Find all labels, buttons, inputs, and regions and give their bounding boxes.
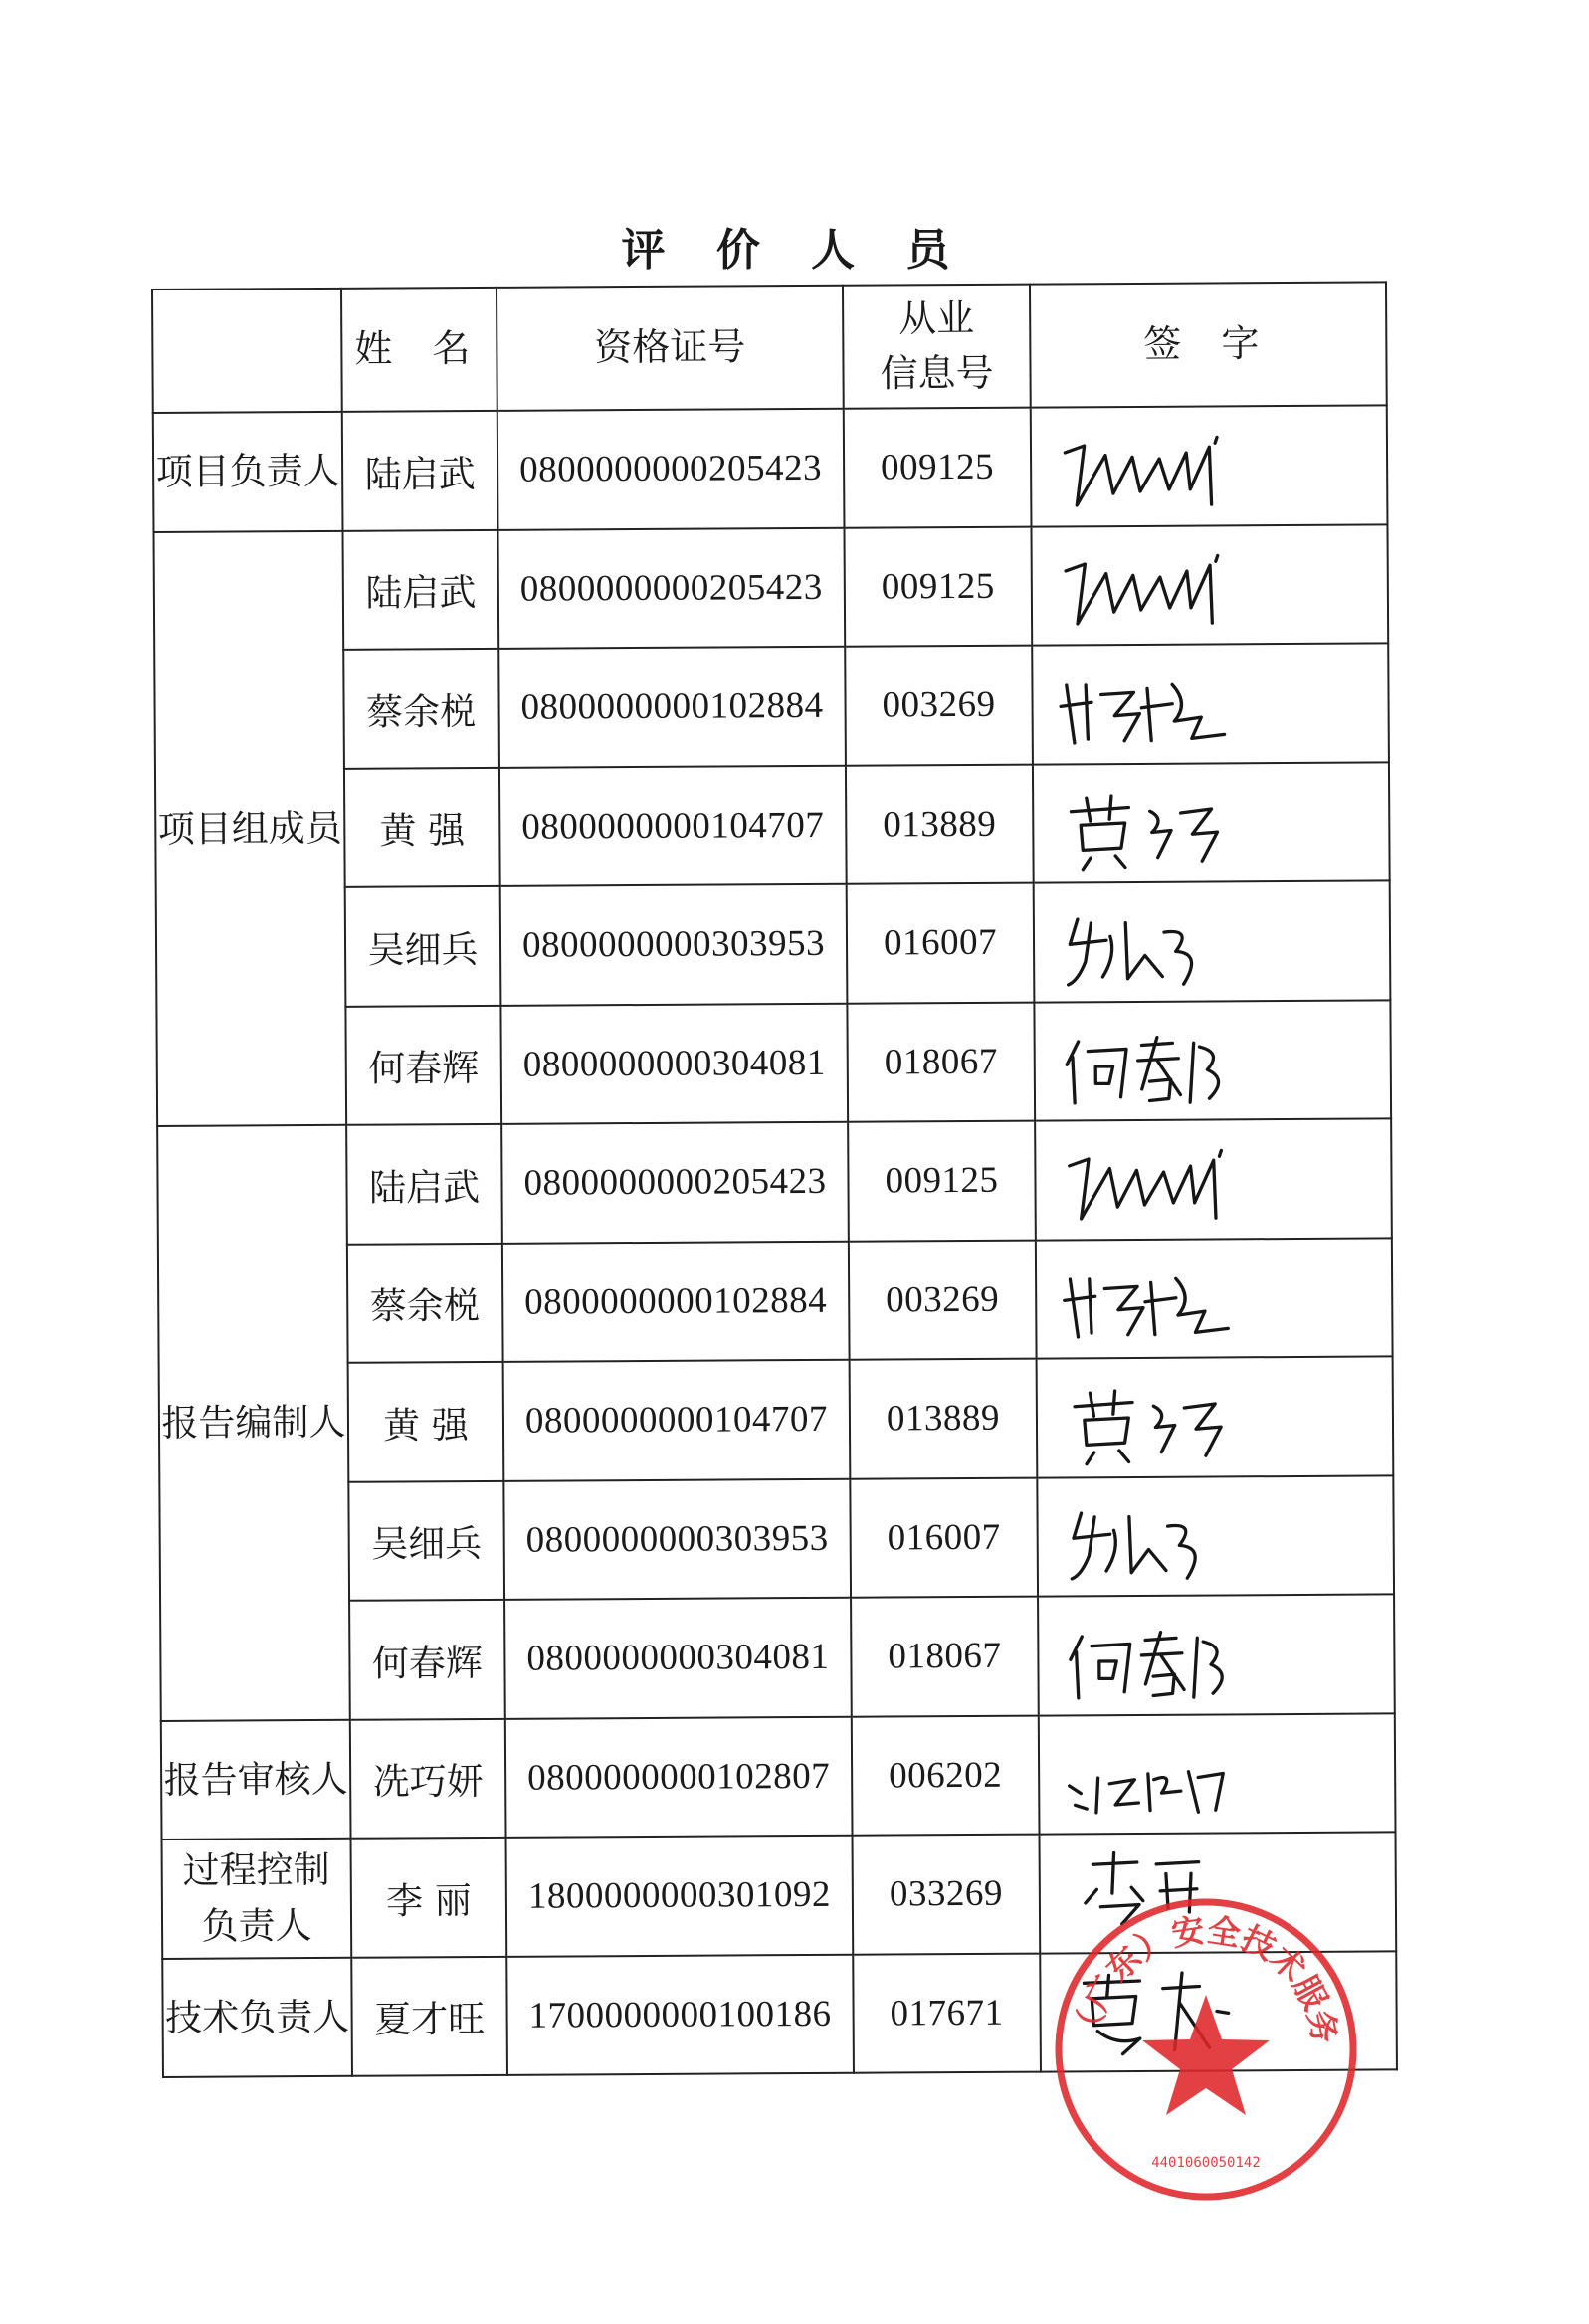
- staff-table: [151, 281, 1398, 2078]
- info-cell: 016007: [847, 883, 1035, 1004]
- signature-cell: [1031, 405, 1388, 526]
- header-sign: 签 字: [1030, 282, 1387, 407]
- signature-cell: [1033, 762, 1390, 883]
- name-cell: 蔡余棁: [343, 649, 499, 768]
- header-info-line2: 信息号: [880, 350, 994, 396]
- name-cell: 夏才旺: [351, 1956, 507, 2075]
- name-cell: 冼巧妍: [350, 1718, 506, 1838]
- cert-cell: 0800000000205423: [497, 409, 845, 530]
- staff-body: [153, 405, 1397, 2077]
- handwritten-signature: [1052, 1477, 1394, 1595]
- name-cell: 陆启武: [346, 1124, 502, 1244]
- signature-cell: [1031, 524, 1388, 646]
- handwritten-signature: [1049, 1002, 1391, 1119]
- info-cell: 018067: [847, 1002, 1035, 1122]
- handwritten-signature: [1048, 764, 1390, 881]
- handwritten-signature: [1047, 645, 1389, 762]
- signature-cell: [1036, 1238, 1393, 1359]
- cert-cell: 0800000000102807: [505, 1716, 853, 1838]
- table-row: [153, 524, 1388, 651]
- info-cell: 018067: [851, 1597, 1039, 1717]
- signature-cell: [1037, 1475, 1394, 1597]
- info-cell: 009125: [848, 1121, 1036, 1242]
- info-cell: 009125: [844, 526, 1032, 647]
- name-cell: 李 丽: [351, 1838, 507, 1957]
- signature-cell: [1037, 1356, 1394, 1477]
- info-cell: 016007: [850, 1477, 1038, 1598]
- signature-cell: [1039, 1713, 1396, 1835]
- seal-company-text: （广东）安全技术服务: [1067, 1910, 1345, 2046]
- handwritten-signature: [1054, 1715, 1396, 1833]
- role-line: 负责人: [201, 1903, 312, 1948]
- handwritten-signature: [1052, 1358, 1394, 1475]
- cert-cell: 0800000000102884: [498, 647, 846, 768]
- table-row: [161, 1713, 1396, 1840]
- name-cell: 吴细兵: [345, 886, 501, 1006]
- handwritten-signature: [1051, 1240, 1393, 1357]
- role-cell: 项目负责人: [153, 412, 343, 532]
- info-cell: 003269: [849, 1240, 1037, 1360]
- cert-cell: 0800000000304081: [504, 1598, 852, 1719]
- handwritten-signature: [1053, 1596, 1395, 1713]
- cert-cell: 0800000000304081: [500, 1003, 848, 1124]
- name-cell: 陆启武: [342, 411, 498, 530]
- role-cell: 项目组成员: [153, 530, 346, 1126]
- name-cell: 黄 强: [348, 1362, 504, 1481]
- header-info-line1: 从业: [898, 295, 975, 341]
- info-cell: 003269: [845, 646, 1033, 766]
- cert-cell: 0800000000205423: [501, 1122, 849, 1244]
- header-role: [152, 289, 342, 413]
- header-cert: 资格证号: [497, 286, 844, 411]
- seal-code: 4401060050142: [1151, 2155, 1261, 2171]
- info-cell: 033269: [853, 1835, 1041, 1955]
- handwritten-signature: [1046, 407, 1388, 524]
- name-cell: 黄 强: [344, 767, 500, 886]
- header-name: 姓 名: [341, 288, 497, 412]
- name-cell: 蔡余棁: [347, 1243, 503, 1362]
- signature-cell: [1032, 643, 1389, 764]
- role-cell: [162, 1839, 352, 1959]
- handwritten-signature: [1046, 526, 1388, 644]
- role-line: 过程控制: [182, 1848, 330, 1893]
- info-cell: 009125: [844, 408, 1032, 528]
- cert-cell: 0800000000303953: [500, 884, 848, 1006]
- info-cell: 013889: [846, 764, 1034, 884]
- cert-cell: 1800000000301092: [506, 1836, 854, 1957]
- table-row: [157, 1118, 1392, 1245]
- company-seal-graphic: [1047, 1890, 1365, 2209]
- header-info: [843, 285, 1031, 409]
- table-row: [153, 405, 1388, 531]
- signature-cell: [1034, 1000, 1391, 1121]
- signature-cell: [1034, 880, 1391, 1002]
- role-cell: 报告审核人: [161, 1719, 351, 1840]
- cert-cell: 0800000000104707: [503, 1360, 851, 1481]
- name-cell: 何春辉: [349, 1600, 505, 1719]
- name-cell: 陆启武: [342, 529, 498, 649]
- cert-cell: 0800000000104707: [499, 765, 847, 886]
- signature-cell: [1038, 1594, 1395, 1715]
- info-cell: 013889: [850, 1359, 1038, 1479]
- info-cell: 017671: [853, 1953, 1041, 2073]
- role-cell: 报告编制人: [157, 1125, 350, 1721]
- cert-cell: 1700000000100186: [506, 1954, 854, 2075]
- page-title: 评 价 人 员: [621, 225, 968, 276]
- name-cell: 何春辉: [345, 1005, 501, 1124]
- company-seal: [1047, 1890, 1365, 2209]
- handwritten-signature: [1049, 882, 1391, 1000]
- handwritten-signature: [1050, 1120, 1392, 1238]
- cert-cell: 0800000000303953: [503, 1478, 851, 1600]
- name-cell: 吴细兵: [348, 1480, 504, 1600]
- signature-cell: [1035, 1118, 1392, 1240]
- cert-cell: 0800000000205423: [497, 527, 845, 649]
- role-cell: 技术负责人: [162, 1957, 352, 2077]
- cert-cell: 0800000000102884: [502, 1241, 850, 1362]
- header-row: [152, 282, 1387, 413]
- info-cell: 006202: [852, 1715, 1040, 1836]
